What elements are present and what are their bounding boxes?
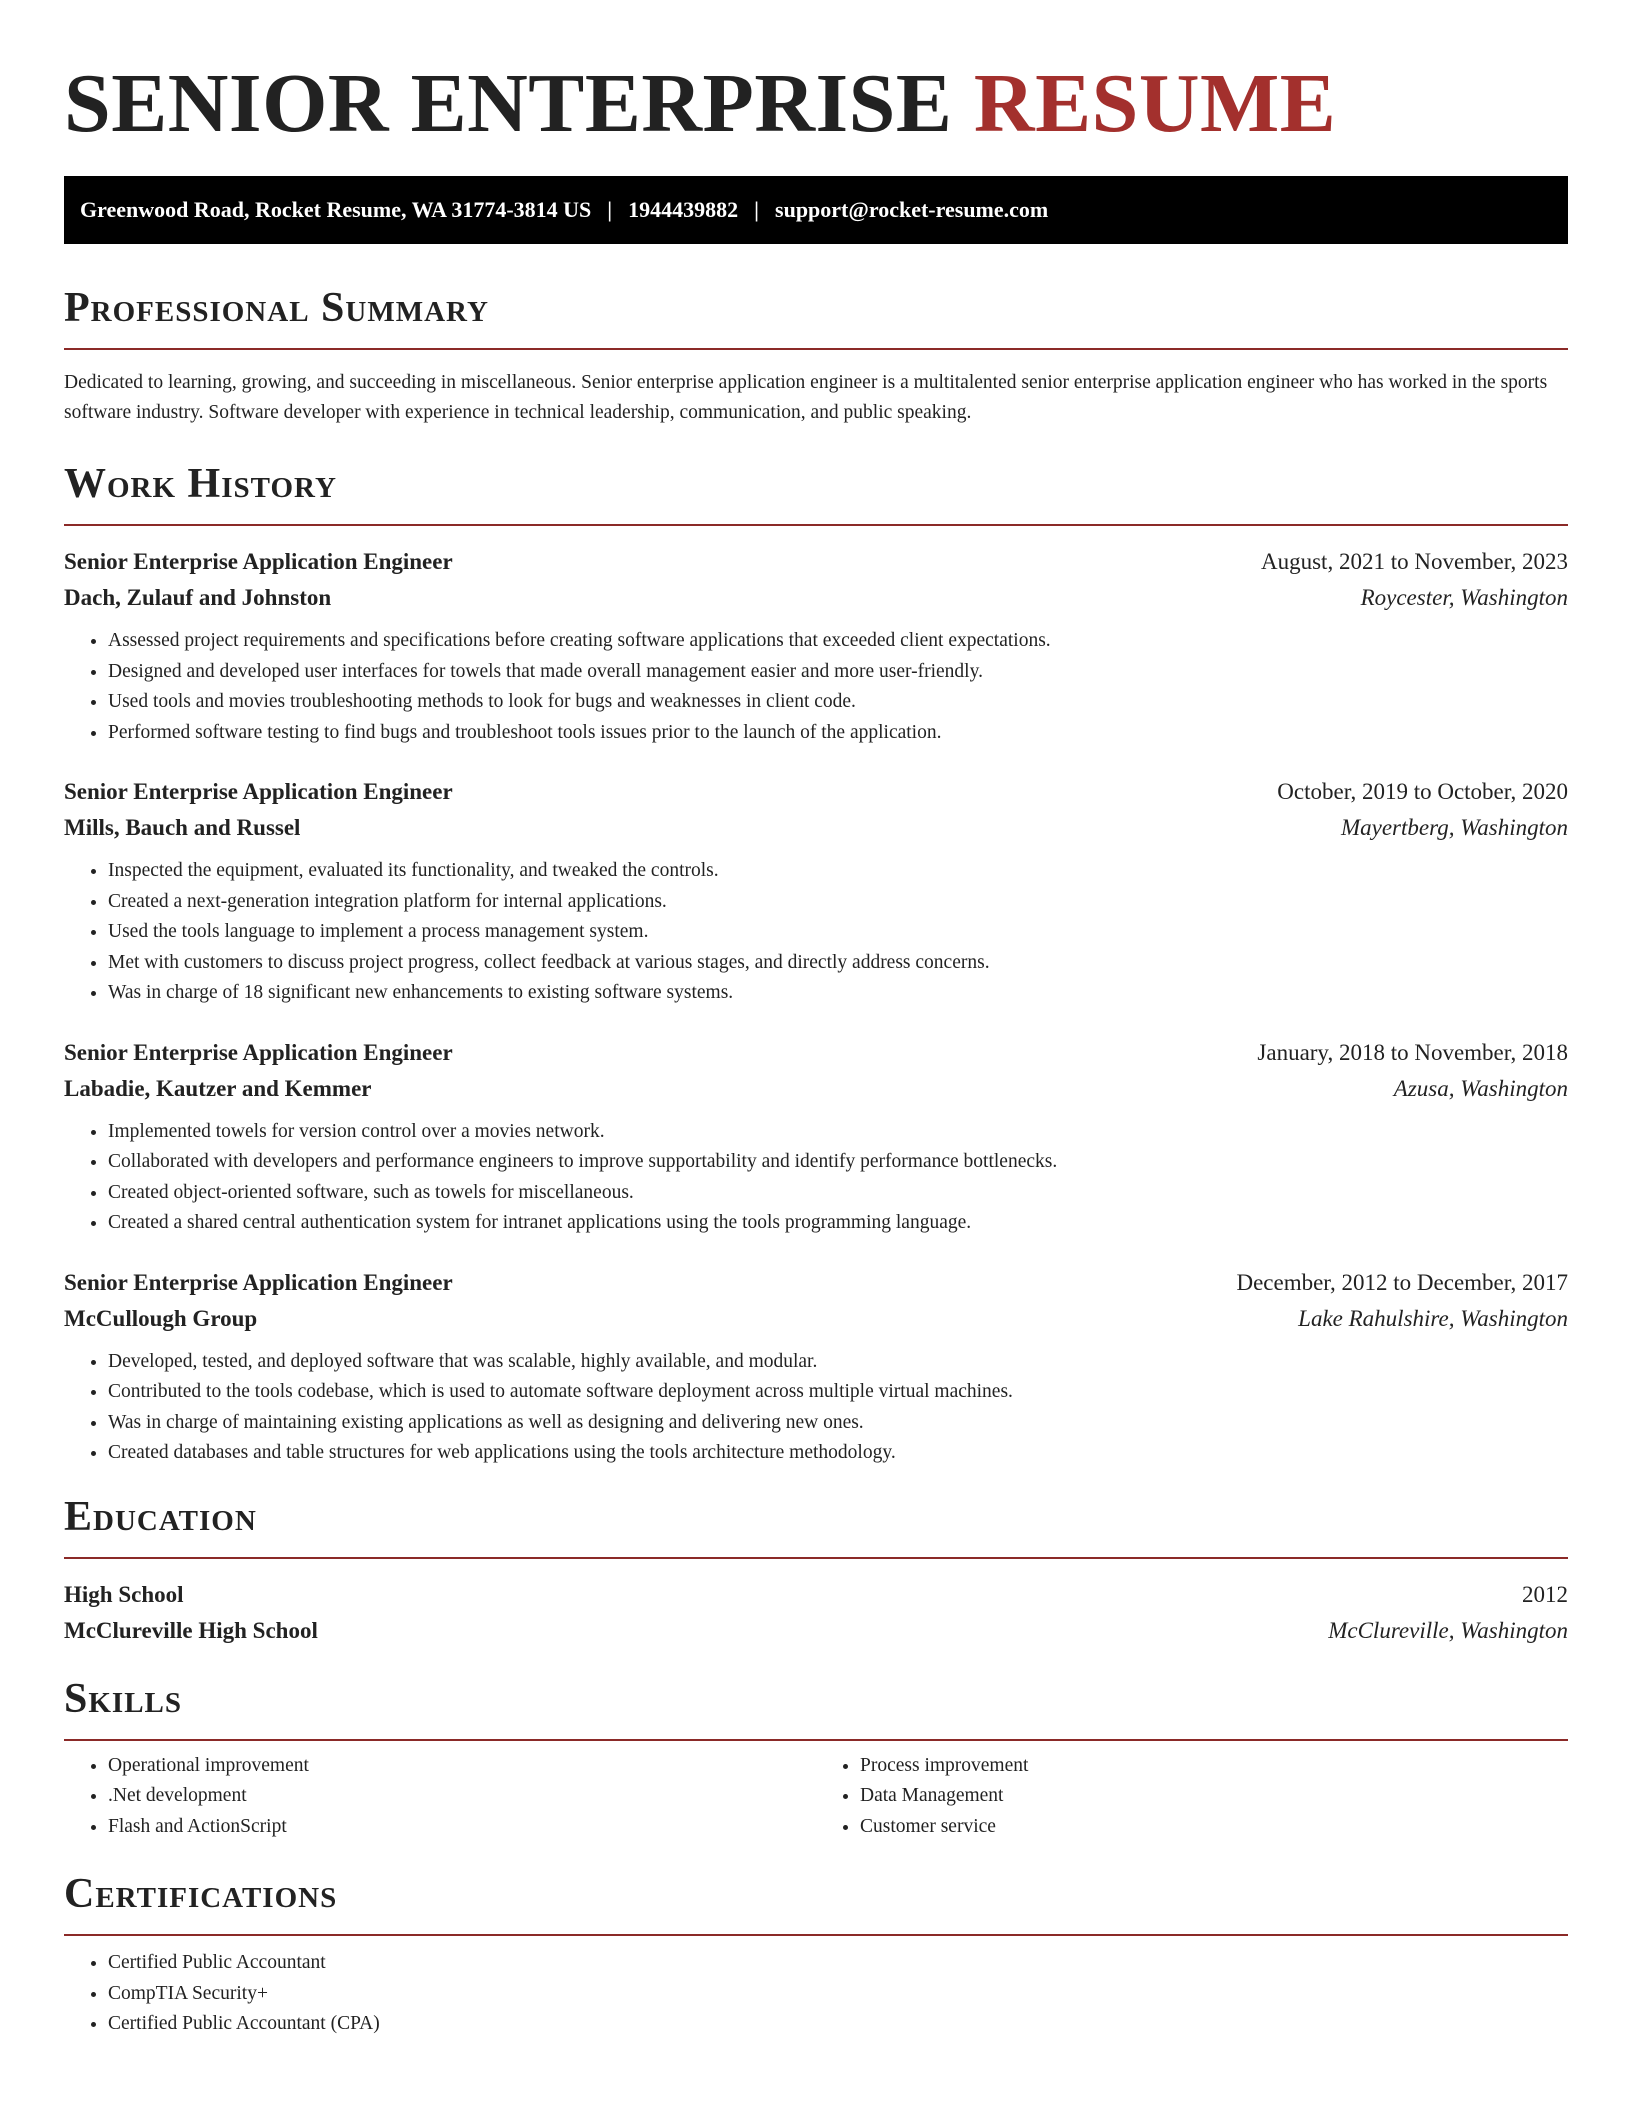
skill-item: • .Net development — [108, 1781, 816, 1812]
job-location: Roycester, Washington — [1360, 585, 1568, 610]
job-bullets — [64, 1117, 1568, 1239]
job-bullet: • Implemented towels for version control over a movies network. — [108, 1117, 1568, 1148]
job-bullet: • Designed and developed user interfaces for towels that made overall management easier and more user-friendly. — [108, 657, 1568, 688]
job-entry — [64, 1265, 1568, 1469]
job-bullet: • Contributed to the tools codebase, which is used to automate software deployment across multiple virtual machines. — [108, 1377, 1568, 1408]
skill-item: • Customer service — [860, 1812, 1568, 1843]
skills-section — [64, 1673, 1568, 1843]
job-entry — [64, 1035, 1568, 1239]
contact-email: support@rocket-resume.com — [775, 197, 1049, 222]
certifications-section — [64, 1868, 1568, 2040]
education-school: McClureville High School — [64, 1617, 318, 1643]
skill-item: • Process improvement — [860, 1751, 1568, 1782]
job-bullet: • Created a next-generation integration platform for internal applications. — [108, 887, 1568, 918]
title-main: SENIOR ENTERPRISE — [64, 57, 953, 150]
section-divider — [64, 524, 1568, 526]
resume-title — [64, 56, 1568, 152]
certifications-heading: Certifications — [64, 1871, 338, 1917]
summary-text: Dedicated to learning, growing, and succeeding in miscellaneous. Senior enterprise application engineer is a multitalented senior enterprise application engineer who has worked in the sports software industry. Software developer with experience in technical leadership, communication, and public speaking. — [64, 372, 1548, 423]
job-location: Mayertberg, Washington — [1340, 815, 1568, 840]
education-degree: High School — [64, 1581, 184, 1607]
job-bullet: • Created databases and table structures for web applications using the tools architecture methodology. — [108, 1438, 1568, 1469]
skill-item: • Operational improvement — [108, 1751, 816, 1782]
job-company: Labadie, Kautzer and Kemmer — [64, 1075, 372, 1101]
contact-separator: | — [607, 197, 613, 222]
job-title: Senior Enterprise Application Engineer — [64, 1039, 453, 1065]
title-accent: RESUME — [973, 57, 1337, 150]
job-dates: January, 2018 to November, 2018 — [1257, 1039, 1568, 1065]
summary-heading: Professional Summary — [64, 285, 489, 331]
job-company: McCullough Group — [64, 1305, 258, 1331]
job-entry — [64, 774, 1568, 1009]
skills-list-left — [64, 1751, 816, 1843]
skill-item: • Flash and ActionScript — [108, 1812, 816, 1843]
job-bullet: • Inspected the equipment, evaluated its functionality, and tweaked the controls. — [108, 856, 1568, 887]
job-location: Azusa, Washington — [1393, 1075, 1568, 1101]
education-location: McClureville, Washington — [1328, 1617, 1568, 1643]
education-section — [64, 1491, 1568, 1649]
education-year: 2012 — [1522, 1581, 1568, 1607]
section-divider — [64, 1557, 1568, 1559]
skills-heading: Skills — [64, 1675, 183, 1722]
contact-phone: 1944439882 — [628, 197, 739, 222]
job-bullets — [64, 1347, 1568, 1469]
job-bullet: • Was in charge of maintaining existing applications as well as designing and delivering new ones. — [108, 1408, 1568, 1439]
certifications-list — [64, 1948, 1568, 2040]
education-heading: Education — [64, 1493, 257, 1540]
job-bullets — [64, 626, 1568, 748]
job-bullets — [64, 856, 1568, 1009]
section-divider — [64, 1739, 1568, 1741]
skills-list-right — [816, 1751, 1568, 1843]
job-title: Senior Enterprise Application Engineer — [64, 1269, 453, 1295]
job-company: Mills, Bauch and Russel — [64, 815, 301, 840]
work-history-section — [64, 458, 1568, 1469]
job-title: Senior Enterprise Application Engineer — [64, 779, 453, 804]
certification-item: • Certified Public Accountant — [108, 1948, 1568, 1979]
section-divider — [64, 348, 1568, 350]
job-entry — [64, 544, 1568, 748]
job-bullet: • Created object-oriented software, such as towels for miscellaneous. — [108, 1178, 1568, 1209]
summary-section — [64, 282, 1568, 428]
job-bullet: • Performed software testing to find bugs and troubleshoot tools issues prior to the launch of the application. — [108, 718, 1568, 749]
job-bullet: • Assessed project requirements and specifications before creating software applications that exceeded client expectations. — [108, 626, 1568, 657]
job-dates: October, 2019 to October, 2020 — [1277, 779, 1568, 804]
contact-address: Greenwood Road, Rocket Resume, WA 31774-3814 US — [80, 197, 592, 222]
certification-item: • Certified Public Accountant (CPA) — [108, 2009, 1568, 2040]
job-company: Dach, Zulauf and Johnston — [64, 585, 332, 610]
certification-item: • CompTIA Security+ — [108, 1979, 1568, 2010]
job-dates: December, 2012 to December, 2017 — [1236, 1269, 1568, 1295]
skill-item: • Data Management — [860, 1781, 1568, 1812]
job-location: Lake Rahulshire, Washington — [1298, 1305, 1568, 1331]
work-history-heading: Work History — [64, 461, 337, 507]
contact-separator: | — [754, 197, 760, 222]
job-bullet: • Was in charge of 18 significant new enhancements to existing software systems. — [108, 978, 1568, 1009]
job-bullet: • Collaborated with developers and performance engineers to improve supportability and identify performance bottlenecks. — [108, 1147, 1568, 1178]
job-bullet: • Developed, tested, and deployed software that was scalable, highly available, and modular. — [108, 1347, 1568, 1378]
skills-grid — [64, 1751, 1568, 1843]
job-dates: August, 2021 to November, 2023 — [1261, 549, 1568, 574]
contact-bar — [64, 176, 1568, 244]
job-bullet: • Met with customers to discuss project progress, collect feedback at various stages, and directly address concerns. — [108, 948, 1568, 979]
job-bullet: • Used tools and movies troubleshooting methods to look for bugs and weaknesses in client code. — [108, 687, 1568, 718]
job-bullet: • Used the tools language to implement a process management system. — [108, 917, 1568, 948]
job-title: Senior Enterprise Application Engineer — [64, 549, 453, 574]
section-divider — [64, 1934, 1568, 1936]
job-bullet: • Created a shared central authentication system for intranet applications using the tools programming language. — [108, 1208, 1568, 1239]
